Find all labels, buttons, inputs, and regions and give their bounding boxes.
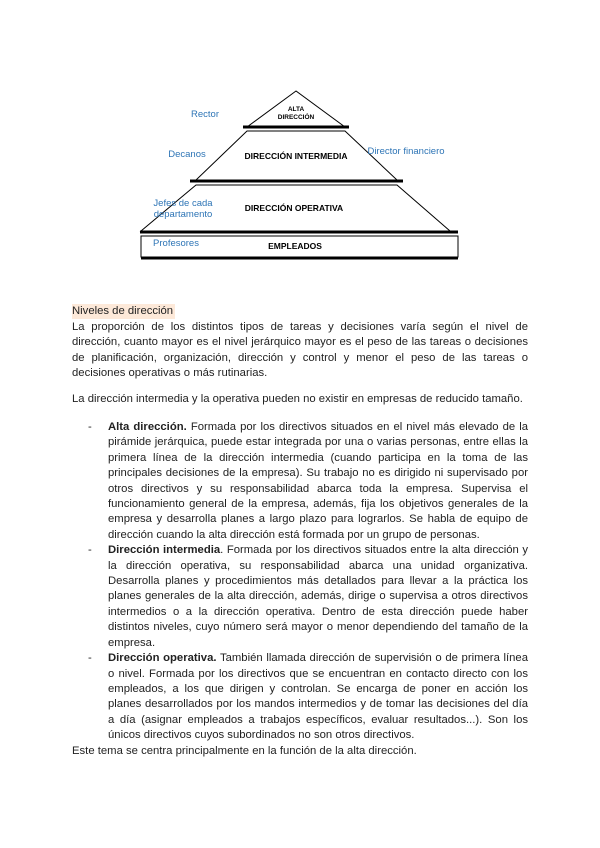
bullet-dash: - [88, 544, 92, 557]
side-label-director-financiero: Director financiero [367, 146, 445, 157]
paragraph-small-companies: La dirección intermedia y la operativa pueden no existir en empresas de reducido tamaño. [72, 393, 523, 405]
bullet-dash: - [88, 652, 92, 665]
bullet-text: Formada por los directivos situados en el nivel más elevado de la pirámide jerárquica, puede estar integrada por una o varias personas, entre ellas la primera línea de la dirección intermedia (cuando participa en la toma de las principales decisiones de la empresa). Su trabajo no es dirigido ni supervisado por otros directivos y su responsabilidad abarca toda la empresa. Supervisa el funcionamiento general de la empresa, además, fija los objetivos generales de la empresa y desarrolla planes a largo plazo para lograrlos. Se habla de equipo de dirección cuando la alta dirección está formada por un grupo de personas. [108, 421, 529, 541]
bullet-text: . Formada por los directivos situados entre la alta dirección y la dirección operativa, su responsabilidad abarca una unidad organizativa. Desarrolla planes y procedimientos más detallados para llevar a la práctica los planes generales de la alta dirección, además, dirige o supervisa a otros directivos intermedios o a la dirección operativa. Dentro de esta dirección puede haber distintos niveles, cuyo número será mayor o menor dependiendo del tamaño de la empresa. [108, 544, 529, 649]
level-label-direccion-intermedia: DIRECCIÓN INTERMEDIA [244, 151, 348, 161]
side-label-rector: Rector [191, 109, 219, 120]
bullet-dash: - [88, 421, 92, 433]
side-label-jefes-line2: departamento [153, 209, 213, 220]
paragraph-intro: La proporción de los distintos tipos de tareas y decisiones varía según el nivel de dirección, cuanto mayor es el nivel jerárquico mayor es el peso de las tareas o decisiones de planificación, organización, dirección y control y menor el peso de las tareas o decisiones operativas o más rutinarias. [72, 321, 528, 380]
level-label-direccion-operativa: DIRECCIÓN OPERATIVA [244, 203, 344, 213]
level-label-alta-line2: DIRECCIÓN [277, 114, 315, 121]
section-heading: Niveles de dirección [72, 305, 174, 317]
bullet-text: También llamada dirección de supervisión o de primera línea o nivel. Formada por los directivos que se encuentran en contacto directo con los empleados, a los que dirigen y controlan. Se encarga de poner en acción los planes desarrollados por los mandos intermedios y de tomar las decisiones del día a día (asignar empleados a trabajos específicos, evaluar resultados...). Son los únicos directivos cuyos subordinados no son otros directivos. [108, 652, 529, 742]
side-label-profesores: Profesores [153, 238, 199, 249]
level-label-empleados: EMPLEADOS [268, 241, 322, 251]
list-item [88, 651, 528, 743]
side-label-jefes-line1: Jefes de cada [153, 198, 213, 209]
bullet-title: Dirección intermedia [108, 544, 221, 557]
list-item [88, 543, 528, 651]
levels-bullet-list [88, 420, 528, 744]
side-label-decanos: Decanos [168, 149, 206, 160]
management-pyramid-diagram [0, 0, 600, 300]
bullet-title: Dirección operativa. [108, 652, 217, 665]
list-item [88, 420, 528, 543]
level-label-alta-line1: ALTA [287, 106, 305, 113]
bullet-title: Alta dirección. [108, 421, 187, 433]
paragraph-closing: Este tema se centra principalmente en la función de la alta dirección. [72, 745, 417, 757]
